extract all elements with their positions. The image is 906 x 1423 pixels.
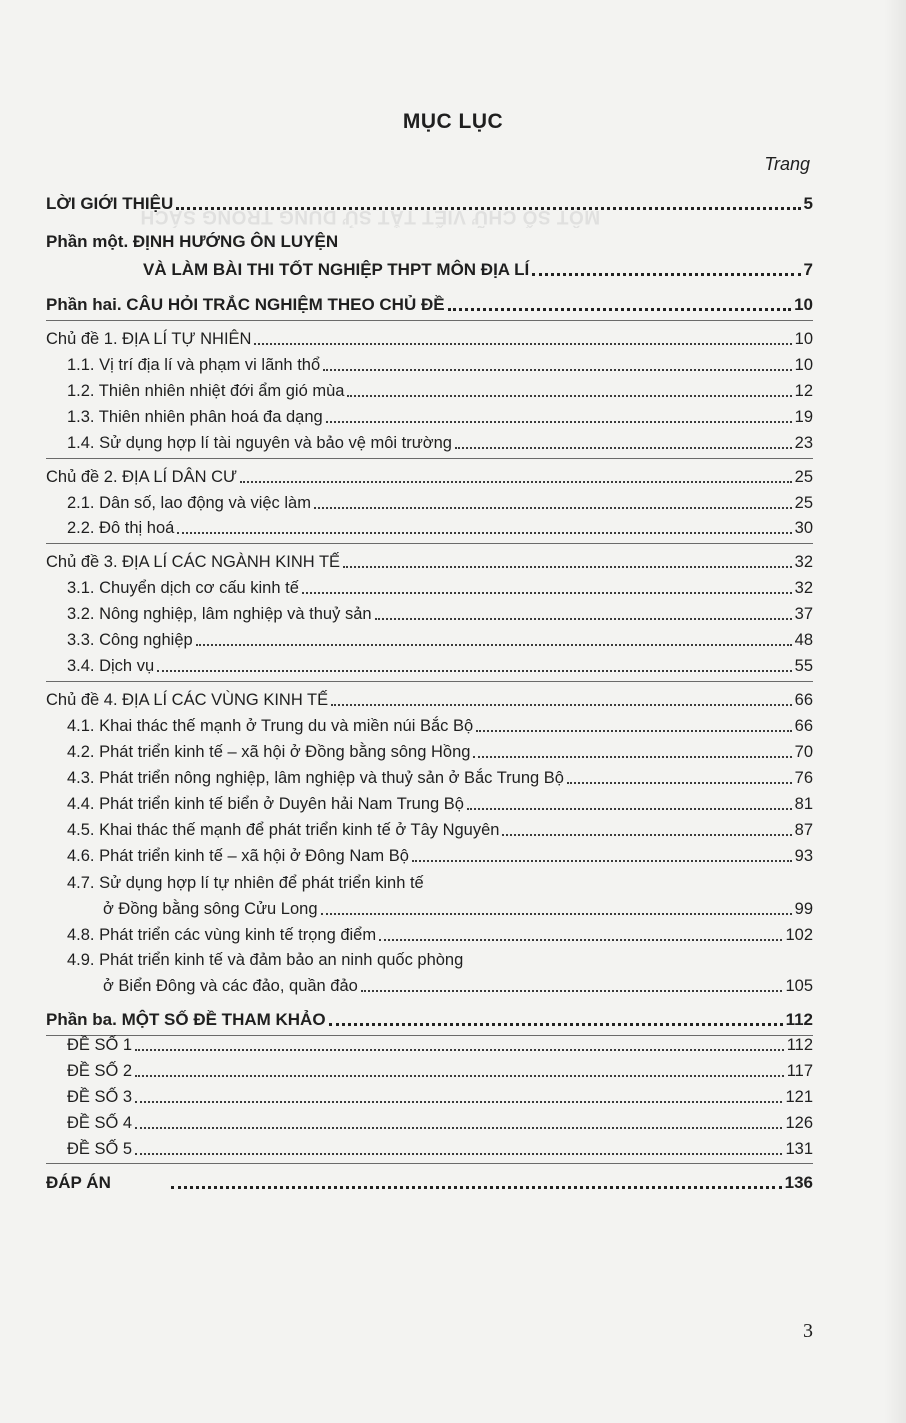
toc-entry-4-1[interactable]: 4.1. Khai thác thế mạnh ở Trung du và miền núi Bắc Bộ 66 — [67, 717, 813, 735]
toc-entry-4-3[interactable]: 4.3. Phát triển nông nghiệp, lâm nghiệp và thuỷ sản ở Bắc Trung Bộ 76 — [67, 769, 813, 787]
toc-entry-chu-de-3[interactable]: Chủ đề 3. ĐỊA LÍ CÁC NGÀNH KINH TẾ 32 — [46, 553, 813, 571]
toc-entry-de-so-1[interactable]: ĐỀ SỐ 1 112 — [67, 1036, 813, 1054]
page-column-label: Trang — [764, 154, 810, 174]
toc-entry-dap-an[interactable]: ĐÁP ÁN 136 — [46, 1173, 813, 1192]
toc-entry-phan-hai[interactable]: Phần hai. CÂU HỎI TRẮC NGHIỆM THEO CHỦ ĐỀ 10 — [46, 295, 813, 314]
toc-entry-4-9-line2[interactable]: ở Biển Đông và các đảo, quần đảo 105 — [103, 977, 813, 995]
toc-entry-chu-de-1[interactable]: Chủ đề 1. ĐỊA LÍ TỰ NHIÊN 10 — [46, 330, 813, 348]
separator — [46, 543, 813, 544]
toc-entry-4-9[interactable]: 4.9. Phát triển kinh tế và đảm bảo an ninh quốc phòng — [67, 951, 464, 969]
toc-entry-4-7-line2[interactable]: ở Đồng bằng sông Cửu Long 99 — [103, 900, 813, 918]
toc-entry-4-5[interactable]: 4.5. Khai thác thế mạnh để phát triển kinh tế ở Tây Nguyên 87 — [67, 821, 813, 839]
toc-entry-3-4[interactable]: 3.4. Dịch vụ 55 — [67, 657, 813, 675]
toc-entry-de-so-3[interactable]: ĐỀ SỐ 3 121 — [67, 1088, 813, 1106]
separator — [46, 681, 813, 682]
toc-entry-chu-de-4[interactable]: Chủ đề 4. ĐỊA LÍ CÁC VÙNG KINH TẾ 66 — [46, 691, 813, 709]
toc-entry-phan-ba[interactable]: Phần ba. MỘT SỐ ĐỀ THAM KHẢO 112 — [46, 1010, 813, 1029]
toc-entry-1-1[interactable]: 1.1. Vị trí địa lí và phạm vi lãnh thổ 10 — [67, 356, 813, 374]
toc-entry-1-2[interactable]: 1.2. Thiên nhiên nhiệt đới ẩm gió mùa 12 — [67, 382, 813, 400]
bleed-through-text: MỘT SỐ CHỮ VIẾT TẮT SỬ DỤNG TRONG SÁCH — [140, 206, 601, 227]
toc-entry-phan-mot[interactable]: Phần một. ĐỊNH HƯỚNG ÔN LUYỆN — [46, 232, 339, 251]
toc-entry-3-1[interactable]: 3.1. Chuyển dịch cơ cấu kinh tế 32 — [67, 579, 813, 597]
page-edge-shadow — [884, 0, 906, 1423]
toc-entry-4-7[interactable]: 4.7. Sử dụng hợp lí tự nhiên để phát triển kinh tế — [67, 874, 424, 892]
page-title: MỤC LỤC — [402, 110, 504, 133]
toc-entry-4-8[interactable]: 4.8. Phát triển các vùng kinh tế trọng điểm 102 — [67, 926, 813, 944]
toc-entry-3-2[interactable]: 3.2. Nông nghiệp, lâm nghiệp và thuỷ sản 37 — [67, 605, 813, 623]
toc-entry-3-3[interactable]: 3.3. Công nghiệp 48 — [67, 631, 813, 649]
toc-entry-2-1[interactable]: 2.1. Dân số, lao động và việc làm 25 — [67, 494, 813, 512]
toc-entry-4-4[interactable]: 4.4. Phát triển kinh tế biển ở Duyên hải Nam Trung Bộ 81 — [67, 795, 813, 813]
toc-entry-4-2[interactable]: 4.2. Phát triển kinh tế – xã hội ở Đồng bằng sông Hồng 70 — [67, 743, 813, 761]
page-number: 3 — [803, 1320, 813, 1342]
toc-entry-phan-mot-line2[interactable]: VÀ LÀM BÀI THI TỐT NGHIỆP THPT MÔN ĐỊA LÍ 7 — [143, 260, 813, 279]
toc-entry-4-6[interactable]: 4.6. Phát triển kinh tế – xã hội ở Đông Nam Bộ 93 — [67, 847, 813, 865]
toc-entry-1-4[interactable]: 1.4. Sử dụng hợp lí tài nguyên và bảo vệ môi trường 23 — [67, 434, 813, 452]
separator — [46, 320, 813, 321]
toc-entry-de-so-4[interactable]: ĐỀ SỐ 4 126 — [67, 1114, 813, 1132]
toc-entry-1-3[interactable]: 1.3. Thiên nhiên phân hoá đa dạng 19 — [67, 408, 813, 426]
separator — [46, 1163, 813, 1164]
toc-entry-de-so-5[interactable]: ĐỀ SỐ 5 131 — [67, 1140, 813, 1158]
toc-entry-de-so-2[interactable]: ĐỀ SỐ 2 117 — [67, 1062, 813, 1080]
separator — [46, 458, 813, 459]
toc-entry-loi-gioi-thieu[interactable]: LỜI GIỚI THIỆU 5 — [46, 194, 813, 213]
toc-entry-2-2[interactable]: 2.2. Đô thị hoá 30 — [67, 519, 813, 537]
toc-entry-chu-de-2[interactable]: Chủ đề 2. ĐỊA LÍ DÂN CƯ 25 — [46, 468, 813, 486]
